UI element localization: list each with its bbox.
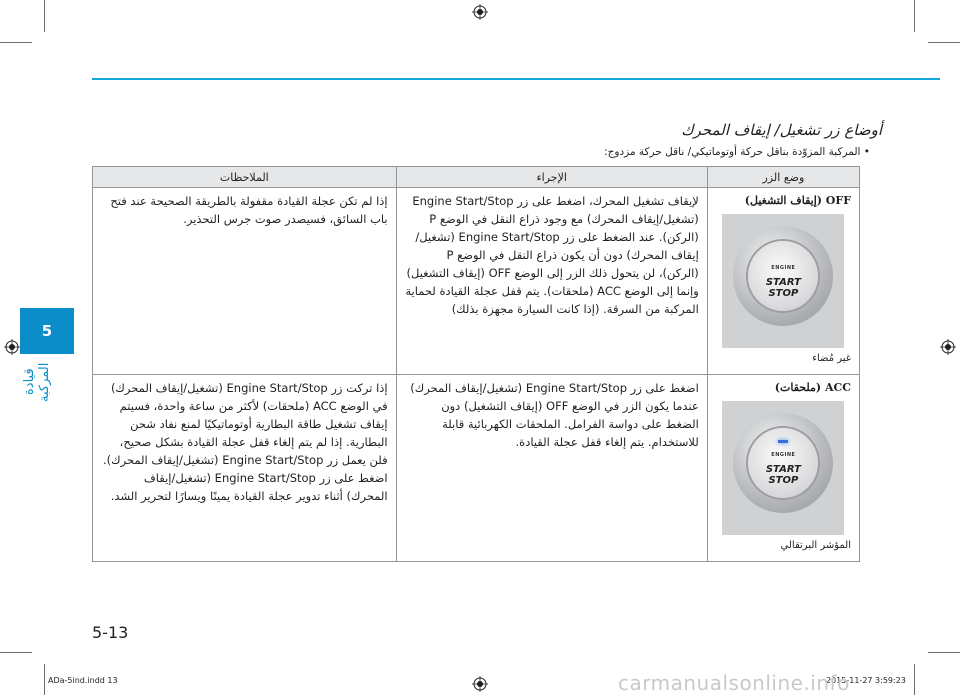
indicator-led-icon	[778, 440, 788, 443]
crop-mark	[914, 0, 915, 32]
crop-mark	[0, 652, 32, 653]
button-label-engine: ENGINE	[771, 452, 796, 458]
section-subheading: • المركبة المزوّدة بناقل حركة أوتوماتيكي/ ناقل حركة مزدوج:	[604, 146, 870, 158]
crop-mark	[0, 42, 32, 43]
action-cell: اضغط على زر Engine Start/Stop (تشغيل/إيقاف المحرك) عندما يكون الزر في الوضع OFF (إيقاف التشغيل) دون الضغط على دواسة الفرامل. الملحقات الكهربائية قابلة للاستخدام. يتم إلغاء قفل عجلة القيادة.	[396, 375, 707, 562]
action-cell: لإيقاف تشغيل المحرك، اضغط على زر Engine Start/Stop (تشغيل/إيقاف المحرك) مع وجود ذراع النقل في الوضع P (الركن). عند الضغط على زر Engine Start/Stop (تشغيل/إيقاف المحرك) دون أن يكون ذراع النقل في الوضع P (الركن)، لن يتحول ذلك الزر إلى الوضع OFF (إيقاف التشغيل) وإنما إلى الوضع ACC (ملحقات). يتم قفل عجلة القيادة لحماية المركبة من السرقة. (إذا كانت السيارة مجهزة بذلك)	[396, 188, 707, 375]
column-header-action: الإجراء	[396, 167, 707, 188]
button-label-start: START	[765, 464, 801, 475]
button-label-stop: STOP	[768, 288, 799, 299]
image-caption: غير مُضاء	[812, 353, 851, 364]
notes-cell: إذا تركت زر Engine Start/Stop (تشغيل/إيقاف المحرك) في الوضع ACC (ملحقات) لأكثر من ساعة واحدة، فسيتم إيقاف تشغيل طاقة البطارية أوتوماتيكيًا لمنع نفاد شحن البطارية. إذا لم يتم إلغاء قفل عجلة القيادة بشكل صحيح، فلن يعمل زر Engine Start/Stop (تشغيل/إيقاف المحرك). اضغط على زر Engine Start/Stop (تشغيل/إيقاف المحرك) أثناء تدوير عجلة القيادة يمينًا ويسارًا لتحرير الشد.	[93, 375, 397, 562]
button-label-start: START	[765, 277, 801, 288]
button-positions-table	[92, 166, 860, 562]
registration-mark-icon	[472, 676, 488, 692]
button-label-stop: STOP	[768, 475, 799, 486]
registration-mark-icon	[940, 339, 956, 355]
indicator-led-icon	[778, 253, 788, 256]
column-header-position: وضع الزر	[707, 167, 859, 188]
footer-timestamp: 2015-11-27 3:59:23	[826, 676, 906, 685]
position-title: OFF (إيقاف التشغيل)	[744, 194, 851, 207]
crop-mark	[928, 652, 960, 653]
column-header-notes: الملاحظات	[93, 167, 397, 188]
crop-mark	[928, 42, 960, 43]
page-number: 5-13	[92, 623, 129, 642]
crop-mark	[914, 664, 915, 695]
engine-button-image	[722, 214, 844, 348]
notes-cell: إذا لم تكن عجلة القيادة مقفولة بالطريقة الصحيحة عند فتح باب السائق، فسيصدر صوت جرس التحذير.	[93, 188, 397, 375]
image-caption: المؤشر البرتقالي	[780, 540, 851, 551]
registration-mark-icon	[4, 339, 20, 355]
position-cell	[707, 375, 859, 562]
chapter-tab	[20, 308, 74, 354]
crop-mark	[44, 664, 45, 695]
registration-mark-icon	[472, 4, 488, 20]
watermark: carmanualsonline.info	[618, 671, 850, 695]
position-title: ACC (ملحقات)	[774, 381, 851, 394]
crop-mark	[44, 0, 45, 32]
engine-button-icon	[733, 413, 833, 513]
header-rule	[92, 78, 940, 80]
chapter-label: قيادة المركبة	[22, 362, 52, 402]
table-row-acc	[93, 375, 860, 562]
chapter-number: 5	[41, 322, 53, 340]
engine-button-image	[722, 401, 844, 535]
engine-button-icon	[733, 226, 833, 326]
button-label-engine: ENGINE	[771, 265, 796, 271]
table-header-row	[93, 167, 860, 188]
section-heading: أوضاع زر تشغيل/ إيقاف المحرك	[681, 121, 882, 139]
position-cell	[707, 188, 859, 375]
footer-file: ADa-5ind.indd 13	[48, 676, 118, 685]
table-row-off	[93, 188, 860, 375]
